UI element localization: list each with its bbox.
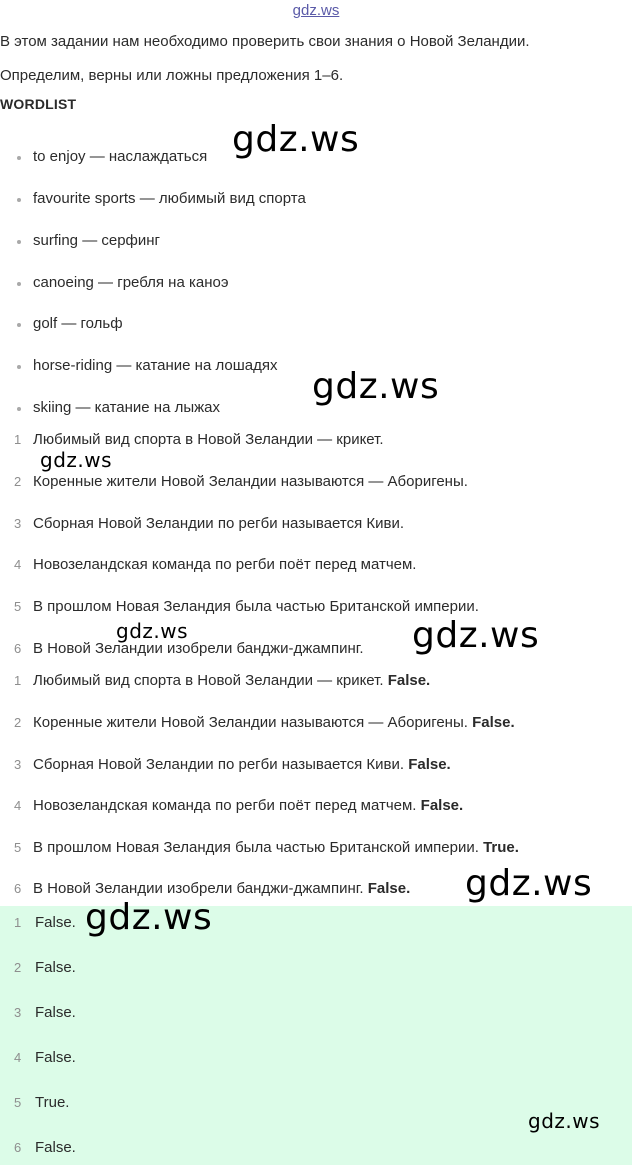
watermark: gdz.ws [412,615,540,656]
answer-value: False. [420,797,464,814]
answer-value: False. [387,672,431,689]
watermark: gdz.ws [116,619,189,643]
watermark: gdz.ws [312,366,440,407]
bullet-icon [17,240,21,244]
intro-line-2: Определим, верны или ложны предложения 1–6. [0,67,344,84]
bullet-icon [17,365,21,369]
site-link[interactable]: gdz.ws [292,2,340,19]
bullet-icon [17,156,21,160]
bullet-icon [17,198,21,202]
answer-value: False. [472,714,515,731]
wordlist-heading: WORDLIST [0,96,77,112]
bullet-icon [17,282,21,286]
answer-value: True. [483,839,519,856]
watermark: gdz.ws [465,863,593,904]
bullet-icon [17,323,21,327]
answer-value: False. [367,880,411,897]
watermark: gdz.ws [232,119,360,160]
watermark: gdz.ws [40,448,113,472]
intro-line-1: В этом задании нам необходимо проверить свои знания о Новой Зеландии. [0,33,530,50]
watermark: gdz.ws [528,1109,601,1133]
bullet-icon [17,407,21,411]
watermark: gdz.ws [85,897,213,938]
answer-value: False. [408,756,451,773]
